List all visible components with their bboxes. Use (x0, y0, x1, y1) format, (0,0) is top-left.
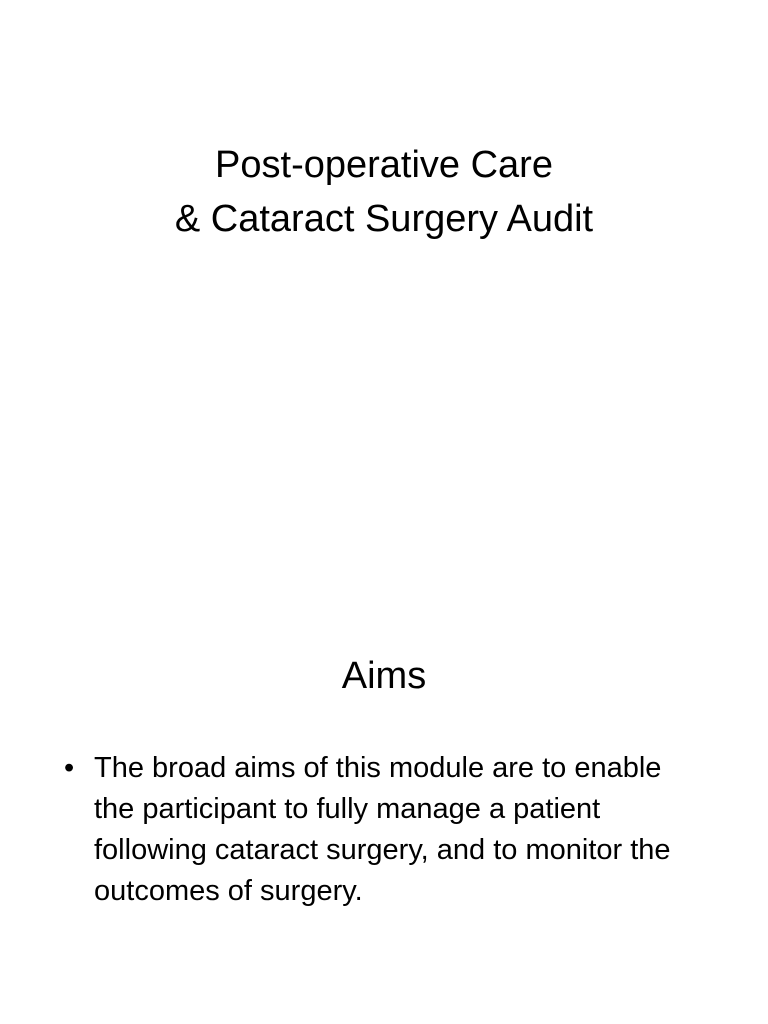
aims-bullet-item (62, 748, 702, 912)
slide-title (0, 138, 768, 246)
bullet-icon: • (64, 752, 75, 784)
aims-bullet-text: The broad aims of this module are to enable the participant to fully manage a patient following cataract surgery, and to monitor the outcomes of surgery. (94, 752, 671, 907)
slide-title-line-2: & Cataract Surgery Audit (174, 198, 594, 240)
slide-title-line-1: Post-operative Care (215, 144, 553, 186)
aims-bullet-list (62, 748, 702, 912)
aims-slide (0, 512, 768, 1024)
aims-heading: Aims (341, 655, 427, 697)
